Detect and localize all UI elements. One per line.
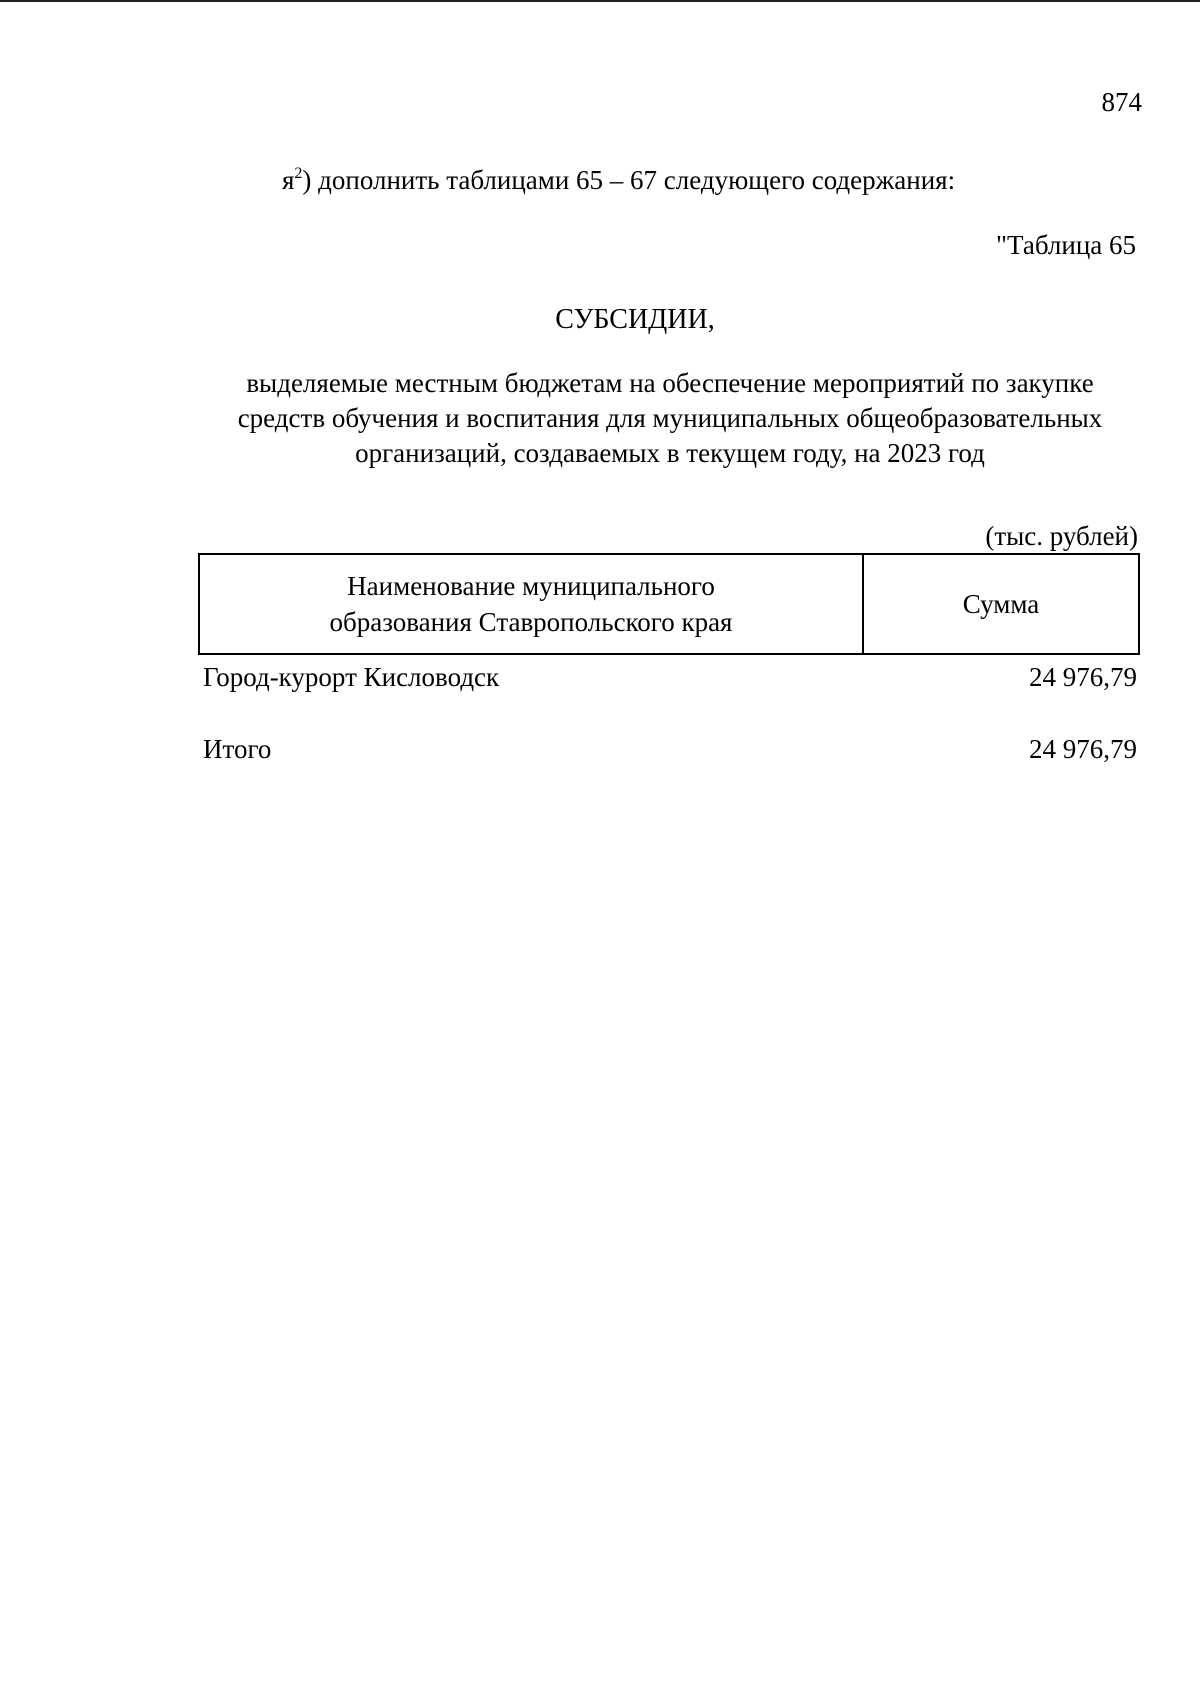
document-title: СУБСИДИИ, <box>555 304 715 335</box>
intro-paragraph <box>282 164 955 196</box>
intro-prefix: я <box>282 165 295 195</box>
subtitle-line: организаций, создаваемых в текущем году, на 2023 год <box>355 438 985 468</box>
table-total-row <box>203 733 1137 765</box>
subtitle-line: выделяемые местным бюджетам на обеспечение мероприятий по закупке <box>246 368 1094 398</box>
table-caption: "Таблица 65 <box>996 230 1136 260</box>
row-municipality-name: Город-курорт Кисловодск <box>203 662 500 692</box>
top-border-line <box>0 0 1200 2</box>
units-label: (тыс. рублей) <box>985 521 1138 551</box>
row-sum: 24 976,79 <box>1029 662 1137 692</box>
header-name-line: образования Ставропольского края <box>329 607 733 637</box>
intro-superscript: 2 <box>294 165 303 182</box>
total-label: Итого <box>203 734 272 764</box>
total-sum: 24 976,79 <box>1029 734 1137 764</box>
page-number: 874 <box>1101 87 1142 117</box>
header-municipality-name <box>200 555 864 653</box>
header-sum: Сумма <box>962 589 1040 619</box>
header-name-line: Наименование муниципального <box>347 571 715 601</box>
table-header <box>198 553 1140 655</box>
table-row <box>203 661 1137 693</box>
document-subtitle <box>200 366 1140 471</box>
subtitle-line: средств обучения и воспитания для муниципальных общеобразовательных <box>237 403 1103 433</box>
intro-text: ) дополнить таблицами 65 – 67 следующего содержания: <box>302 165 956 195</box>
